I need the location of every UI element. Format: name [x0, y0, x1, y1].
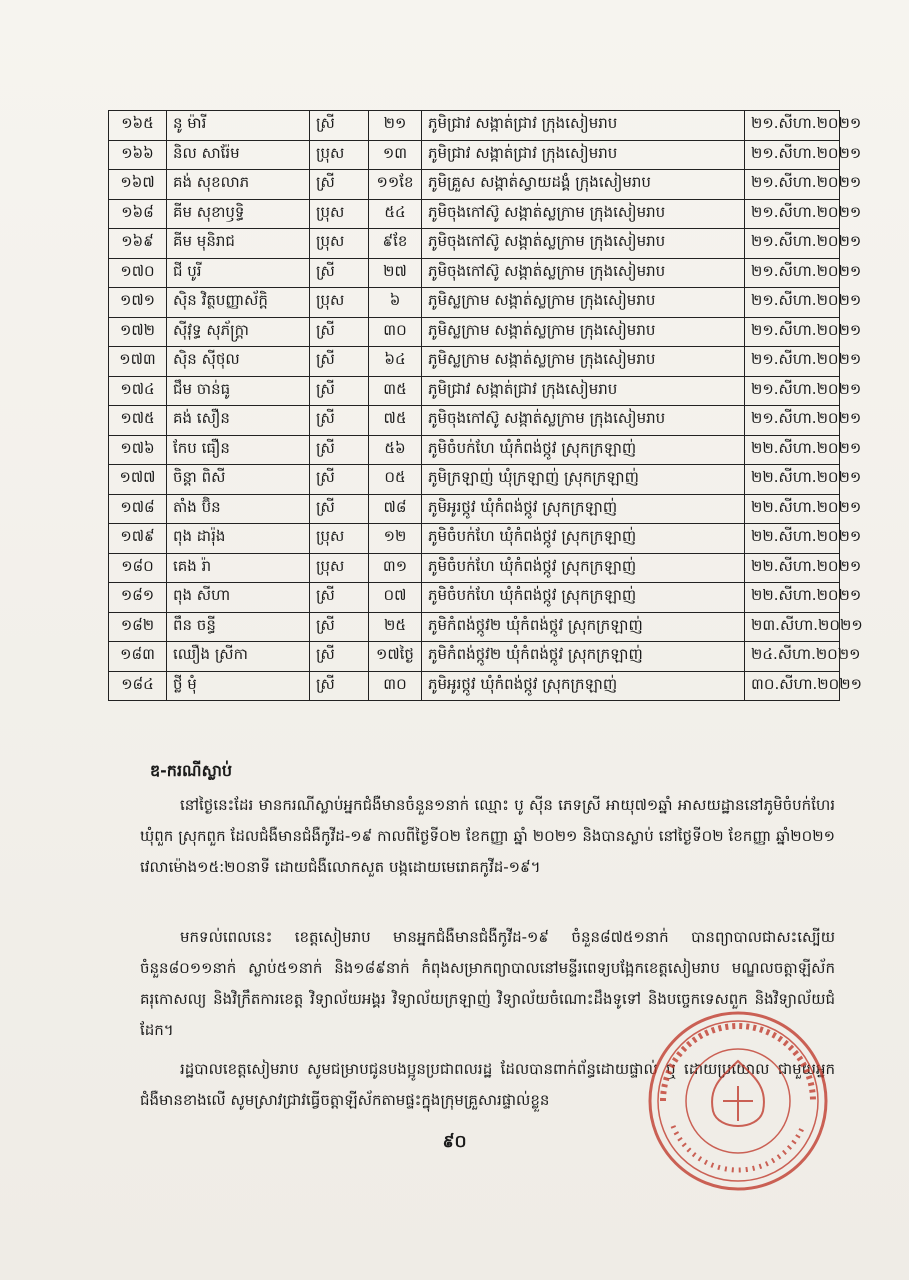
- cell-date: ២១.សីហា.២០២១: [745, 140, 840, 170]
- table-row: [109, 111, 840, 141]
- cell-sex: ស្រី: [310, 612, 369, 642]
- cell-sex: ប្រុស: [310, 553, 369, 583]
- table-row: [109, 229, 840, 259]
- cell-age: ៩ខែ: [369, 229, 422, 259]
- cell-date: ២៣.សីហា.២០២១: [745, 612, 840, 642]
- cell-address: ភូមិស្លក្រាម សង្កាត់ស្លក្រាម ក្រុងសៀមរាប: [422, 288, 745, 318]
- cell-address: ភូមិចុងកៅស៊ូ សង្កាត់ស្លក្រាម ក្រុងសៀមរាប: [422, 258, 745, 288]
- cell-date: ២២.សីហា.២០២១: [745, 435, 840, 465]
- cell-name: គីម មុនិរាជ: [167, 229, 310, 259]
- cell-name: និល សារ៉ែម: [167, 140, 310, 170]
- table-row: [109, 258, 840, 288]
- cell-no: ១៨៣: [109, 642, 167, 672]
- cell-no: ១៧៥: [109, 406, 167, 436]
- cell-age: ១៧ថ្ងៃ: [369, 642, 422, 672]
- cell-age: ៧៨: [369, 494, 422, 524]
- cell-age: ៦: [369, 288, 422, 318]
- table-row: [109, 288, 840, 318]
- section-title: ឌ-ករណីស្លាប់: [150, 761, 233, 780]
- cell-age: ១២: [369, 524, 422, 554]
- table-row: [109, 347, 840, 377]
- cell-no: ១៨៤: [109, 671, 167, 701]
- cell-no: ១៧៤: [109, 376, 167, 406]
- cell-date: ២២.សីហា.២០២១: [745, 553, 840, 583]
- cell-no: ១៦៦: [109, 140, 167, 170]
- cell-no: ១៧១: [109, 288, 167, 318]
- cell-address: ភូមិចំបក់ហែ ឃុំកំពង់ថ្កូវ ស្រុកក្រឡាញ់: [422, 435, 745, 465]
- cell-address: ភូមិជ្រាវ សង្កាត់ជ្រាវ ក្រុងសៀមរាប: [422, 140, 745, 170]
- table-row: [109, 524, 840, 554]
- cell-sex: ស្រី: [310, 465, 369, 495]
- table-row: [109, 465, 840, 495]
- cell-age: ៥៤: [369, 199, 422, 229]
- table-row: [109, 553, 840, 583]
- cell-sex: ស្រី: [310, 347, 369, 377]
- cell-age: ១១ខែ: [369, 170, 422, 200]
- cell-address: ភូមិចំបក់ហែ ឃុំកំពង់ថ្កូវ ស្រុកក្រឡាញ់: [422, 583, 745, 613]
- cell-age: ៣០: [369, 317, 422, 347]
- cell-name: កែប ធឿន: [167, 435, 310, 465]
- cell-sex: ស្រី: [310, 583, 369, 613]
- cell-address: ភូមិស្លក្រាម សង្កាត់ស្លក្រាម ក្រុងសៀមរាប: [422, 317, 745, 347]
- cell-address: ភូមិជ្រាវ សង្កាត់ជ្រាវ ក្រុងសៀមរាប: [422, 111, 745, 141]
- cell-age: ៣០: [369, 671, 422, 701]
- cell-sex: ប្រុស: [310, 140, 369, 170]
- cell-sex: ប្រុស: [310, 524, 369, 554]
- cell-no: ១៧៩: [109, 524, 167, 554]
- cell-address: ភូមិចុងកៅស៊ូ សង្កាត់ស្លក្រាម ក្រុងសៀមរាប: [422, 199, 745, 229]
- cell-age: ៦៤: [369, 347, 422, 377]
- cell-name: ពុង ដារ៉ុង: [167, 524, 310, 554]
- cell-age: ២៧: [369, 258, 422, 288]
- paragraph-totals: មកទល់ពេលនេះ ខេត្តសៀមរាប មានអ្នកជំងឺមានជំងឺកូវីដ-១៩ ចំនួន៨៧៥១នាក់ បានព្យាបាលជាសះស្បើយចំនួន៨០១១នាក់ ស្លាប់៥១នាក់ និង១៨៩នាក់ កំពុងសម្រាកព្យាបាលនៅមន្ទីរពេទ្យបង្អែកខេត្តសៀមរាប មណ្ឌលចត្តាឡីស័កគរុកោសល្យ និងវិក្រឹតការខេត្ត វិទ្យាល័យអង្គរ វិទ្យាល័យក្រឡាញ់ វិទ្យាល័យចំណោះដឹងទូទៅ និងបច្ចេកទេសពួក និងវិទ្យាល័យជំដែក។: [140, 928, 835, 1039]
- cell-name: ពុង សីហា: [167, 583, 310, 613]
- cell-address: ភូមិចំបក់ហែ ឃុំកំពង់ថ្កូវ ស្រុកក្រឡាញ់: [422, 553, 745, 583]
- cell-age: ៥៦: [369, 435, 422, 465]
- cell-date: ២១.សីហា.២០២១: [745, 111, 840, 141]
- table-row: [109, 170, 840, 200]
- cell-sex: ស្រី: [310, 317, 369, 347]
- official-seal-stamp: [643, 1006, 833, 1196]
- cell-no: ១៦៥: [109, 111, 167, 141]
- table-row: [109, 583, 840, 613]
- cell-name: ស៊ិន វិត្ថបញ្ញាស័ក្តិ: [167, 288, 310, 318]
- cell-age: ៣៥: [369, 376, 422, 406]
- cell-no: ១៨១: [109, 583, 167, 613]
- cell-age: ០៥: [369, 465, 422, 495]
- cell-no: ១៧៨: [109, 494, 167, 524]
- cell-name: ចិន្តា ពិសី: [167, 465, 310, 495]
- cell-sex: ស្រី: [310, 494, 369, 524]
- cell-address: ភូមិស្លក្រាម សង្កាត់ស្លក្រាម ក្រុងសៀមរាប: [422, 347, 745, 377]
- cell-date: ៣០.សីហា.២០២១: [745, 671, 840, 701]
- cell-no: ១៨០: [109, 553, 167, 583]
- cell-age: ២១: [369, 111, 422, 141]
- cell-date: ២១.សីហា.២០២១: [745, 258, 840, 288]
- cell-address: ភូមិចំបក់ហែ ឃុំកំពង់ថ្កូវ ស្រុកក្រឡាញ់: [422, 524, 745, 554]
- cell-no: ១៧៣: [109, 347, 167, 377]
- cell-sex: ប្រុស: [310, 288, 369, 318]
- table-row: [109, 376, 840, 406]
- cell-age: ៧៥: [369, 406, 422, 436]
- table-row: [109, 494, 840, 524]
- cell-sex: ស្រី: [310, 406, 369, 436]
- cell-date: ២២.សីហា.២០២១: [745, 583, 840, 613]
- cell-name: ស៊ីវុទ្ធ សុភ័ក្រ្តា: [167, 317, 310, 347]
- cell-date: ២១.សីហា.២០២១: [745, 347, 840, 377]
- table-row: [109, 317, 840, 347]
- cell-date: ២១.សីហា.២០២១: [745, 199, 840, 229]
- cell-address: ភូមិអូរថ្កូវ ឃុំកំពង់ថ្កូវ ស្រុកក្រឡាញ់: [422, 671, 745, 701]
- cell-sex: ប្រុស: [310, 229, 369, 259]
- cell-no: ១៧៦: [109, 435, 167, 465]
- cell-address: ភូមិចុងកៅស៊ូ សង្កាត់ស្លក្រាម ក្រុងសៀមរាប: [422, 406, 745, 436]
- cell-name: ថ្លី មុំ: [167, 671, 310, 701]
- cell-address: ភូមិក្រឡាញ់ ឃុំក្រឡាញ់ ស្រុកក្រឡាញ់: [422, 465, 745, 495]
- cell-address: ភូមិគ្រួស សង្កាត់ស្វាយដង្គំ ក្រុងសៀមរាប: [422, 170, 745, 200]
- cell-name: ស៊ិន ស៊ីថុល: [167, 347, 310, 377]
- cell-sex: ស្រី: [310, 642, 369, 672]
- cell-sex: ស្រី: [310, 435, 369, 465]
- cell-date: ២៤.សីហា.២០២១: [745, 642, 840, 672]
- cell-name: តាំង ប៊ិន: [167, 494, 310, 524]
- cell-age: ៣១: [369, 553, 422, 583]
- cell-no: ១៧០: [109, 258, 167, 288]
- cell-date: ២១.សីហា.២០២១: [745, 170, 840, 200]
- cell-date: ២២.សីហា.២០២១: [745, 494, 840, 524]
- table-row: [109, 671, 840, 701]
- cell-no: ១៨២: [109, 612, 167, 642]
- table-row: [109, 406, 840, 436]
- page-number: ៩០: [442, 1132, 467, 1152]
- cell-address: ភូមិចុងកៅស៊ូ សង្កាត់ស្លក្រាម ក្រុងសៀមរាប: [422, 229, 745, 259]
- cell-name: គង់ សុខលាភ: [167, 170, 310, 200]
- cell-date: ២២.សីហា.២០២១: [745, 465, 840, 495]
- table-row: [109, 199, 840, 229]
- cell-no: ១៧២: [109, 317, 167, 347]
- table-row: [109, 435, 840, 465]
- cell-sex: ស្រី: [310, 111, 369, 141]
- cell-date: ២២.សីហា.២០២១: [745, 524, 840, 554]
- cell-address: ភូមិជ្រាវ សង្កាត់ជ្រាវ ក្រុងសៀមរាប: [422, 376, 745, 406]
- cell-age: ២៥: [369, 612, 422, 642]
- cell-date: ២១.សីហា.២០២១: [745, 406, 840, 436]
- cell-name: ឈឿង ស្រីកា: [167, 642, 310, 672]
- table-row: [109, 642, 840, 672]
- table-row: [109, 140, 840, 170]
- cell-name: គីម សុខាឫទ្ធិ: [167, 199, 310, 229]
- cell-no: ១៦៨: [109, 199, 167, 229]
- cell-address: ភូមិកំពង់ថ្កូវ២ ឃុំកំពង់ថ្កូវ ស្រុកក្រឡាញ់: [422, 612, 745, 642]
- paragraph-death-case: នៅថ្ងៃនេះដែរ មានករណីស្លាប់អ្នកជំងឺមានចំនួន១នាក់ ឈ្មោះ បូ ស៊ីន ភេទស្រី អាយុ៧១ឆ្នាំ អាសយដ្ឋាននៅភូមិចំបក់ហែរ ឃុំពួក ស្រុកពួក ដែលជំងឺមានជំងឺកូវីដ-១៩ កាលពីថ្ងៃទី០២ ខែកញ្ញា ឆ្នាំ ២០២១ និងបានស្លាប់ នៅថ្ងៃទី០២ ខែកញ្ញា ឆ្នាំ២០២១ វេលាម៉ោង១៥:២០នាទី ដោយជំងឺលោកសួត បង្កដោយមេរោគកូវីដ-១៩។: [140, 796, 835, 876]
- paragraph-advice: រដ្ឋបាលខេត្តសៀមរាប សូមជម្រាបជូនបងប្អូនប្រជាពលរដ្ឋ ដែលបានពាក់ព័ន្ធដោយផ្ទាល់ ឬ ដោយប្រយោល ជាមួយអ្នកជំងឺមានខាងលើ សូមស្រាវជ្រាវធ្វើចត្តាឡីស័កតាមផ្ទះក្នុងក្រុមគ្រួសារផ្ទាល់ខ្លួន: [140, 1060, 835, 1109]
- cell-name: ជឹម ចាន់ធូ: [167, 376, 310, 406]
- cell-age: ០៧: [369, 583, 422, 613]
- cell-date: ២១.សីហា.២០២១: [745, 229, 840, 259]
- cell-no: ១៦៧: [109, 170, 167, 200]
- cell-address: ភូមិកំពង់ថ្កូវ២ ឃុំកំពង់ថ្កូវ ស្រុកក្រឡាញ់: [422, 642, 745, 672]
- cell-name: គង់ សឿន: [167, 406, 310, 436]
- cell-sex: ស្រី: [310, 376, 369, 406]
- cell-address: ភូមិអូរថ្កូវ ឃុំកំពង់ថ្កូវ ស្រុកក្រឡាញ់: [422, 494, 745, 524]
- cell-age: ១៣: [369, 140, 422, 170]
- cell-date: ២១.សីហា.២០២១: [745, 376, 840, 406]
- cell-date: ២១.សីហា.២០២១: [745, 288, 840, 318]
- cell-name: នូ ម៉ារី: [167, 111, 310, 141]
- cell-sex: ស្រី: [310, 671, 369, 701]
- case-table: [108, 110, 863, 701]
- cell-sex: ស្រី: [310, 170, 369, 200]
- cell-date: ២១.សីហា.២០២១: [745, 317, 840, 347]
- cell-no: ១៦៩: [109, 229, 167, 259]
- cell-sex: ស្រី: [310, 258, 369, 288]
- cell-name: ពឹន ចន្ធី: [167, 612, 310, 642]
- table-row: [109, 612, 840, 642]
- cell-no: ១៧៧: [109, 465, 167, 495]
- cell-name: គេង រ៉ា: [167, 553, 310, 583]
- cell-name: ជី បូរី: [167, 258, 310, 288]
- case-table-body: [109, 111, 863, 701]
- cell-sex: ប្រុស: [310, 199, 369, 229]
